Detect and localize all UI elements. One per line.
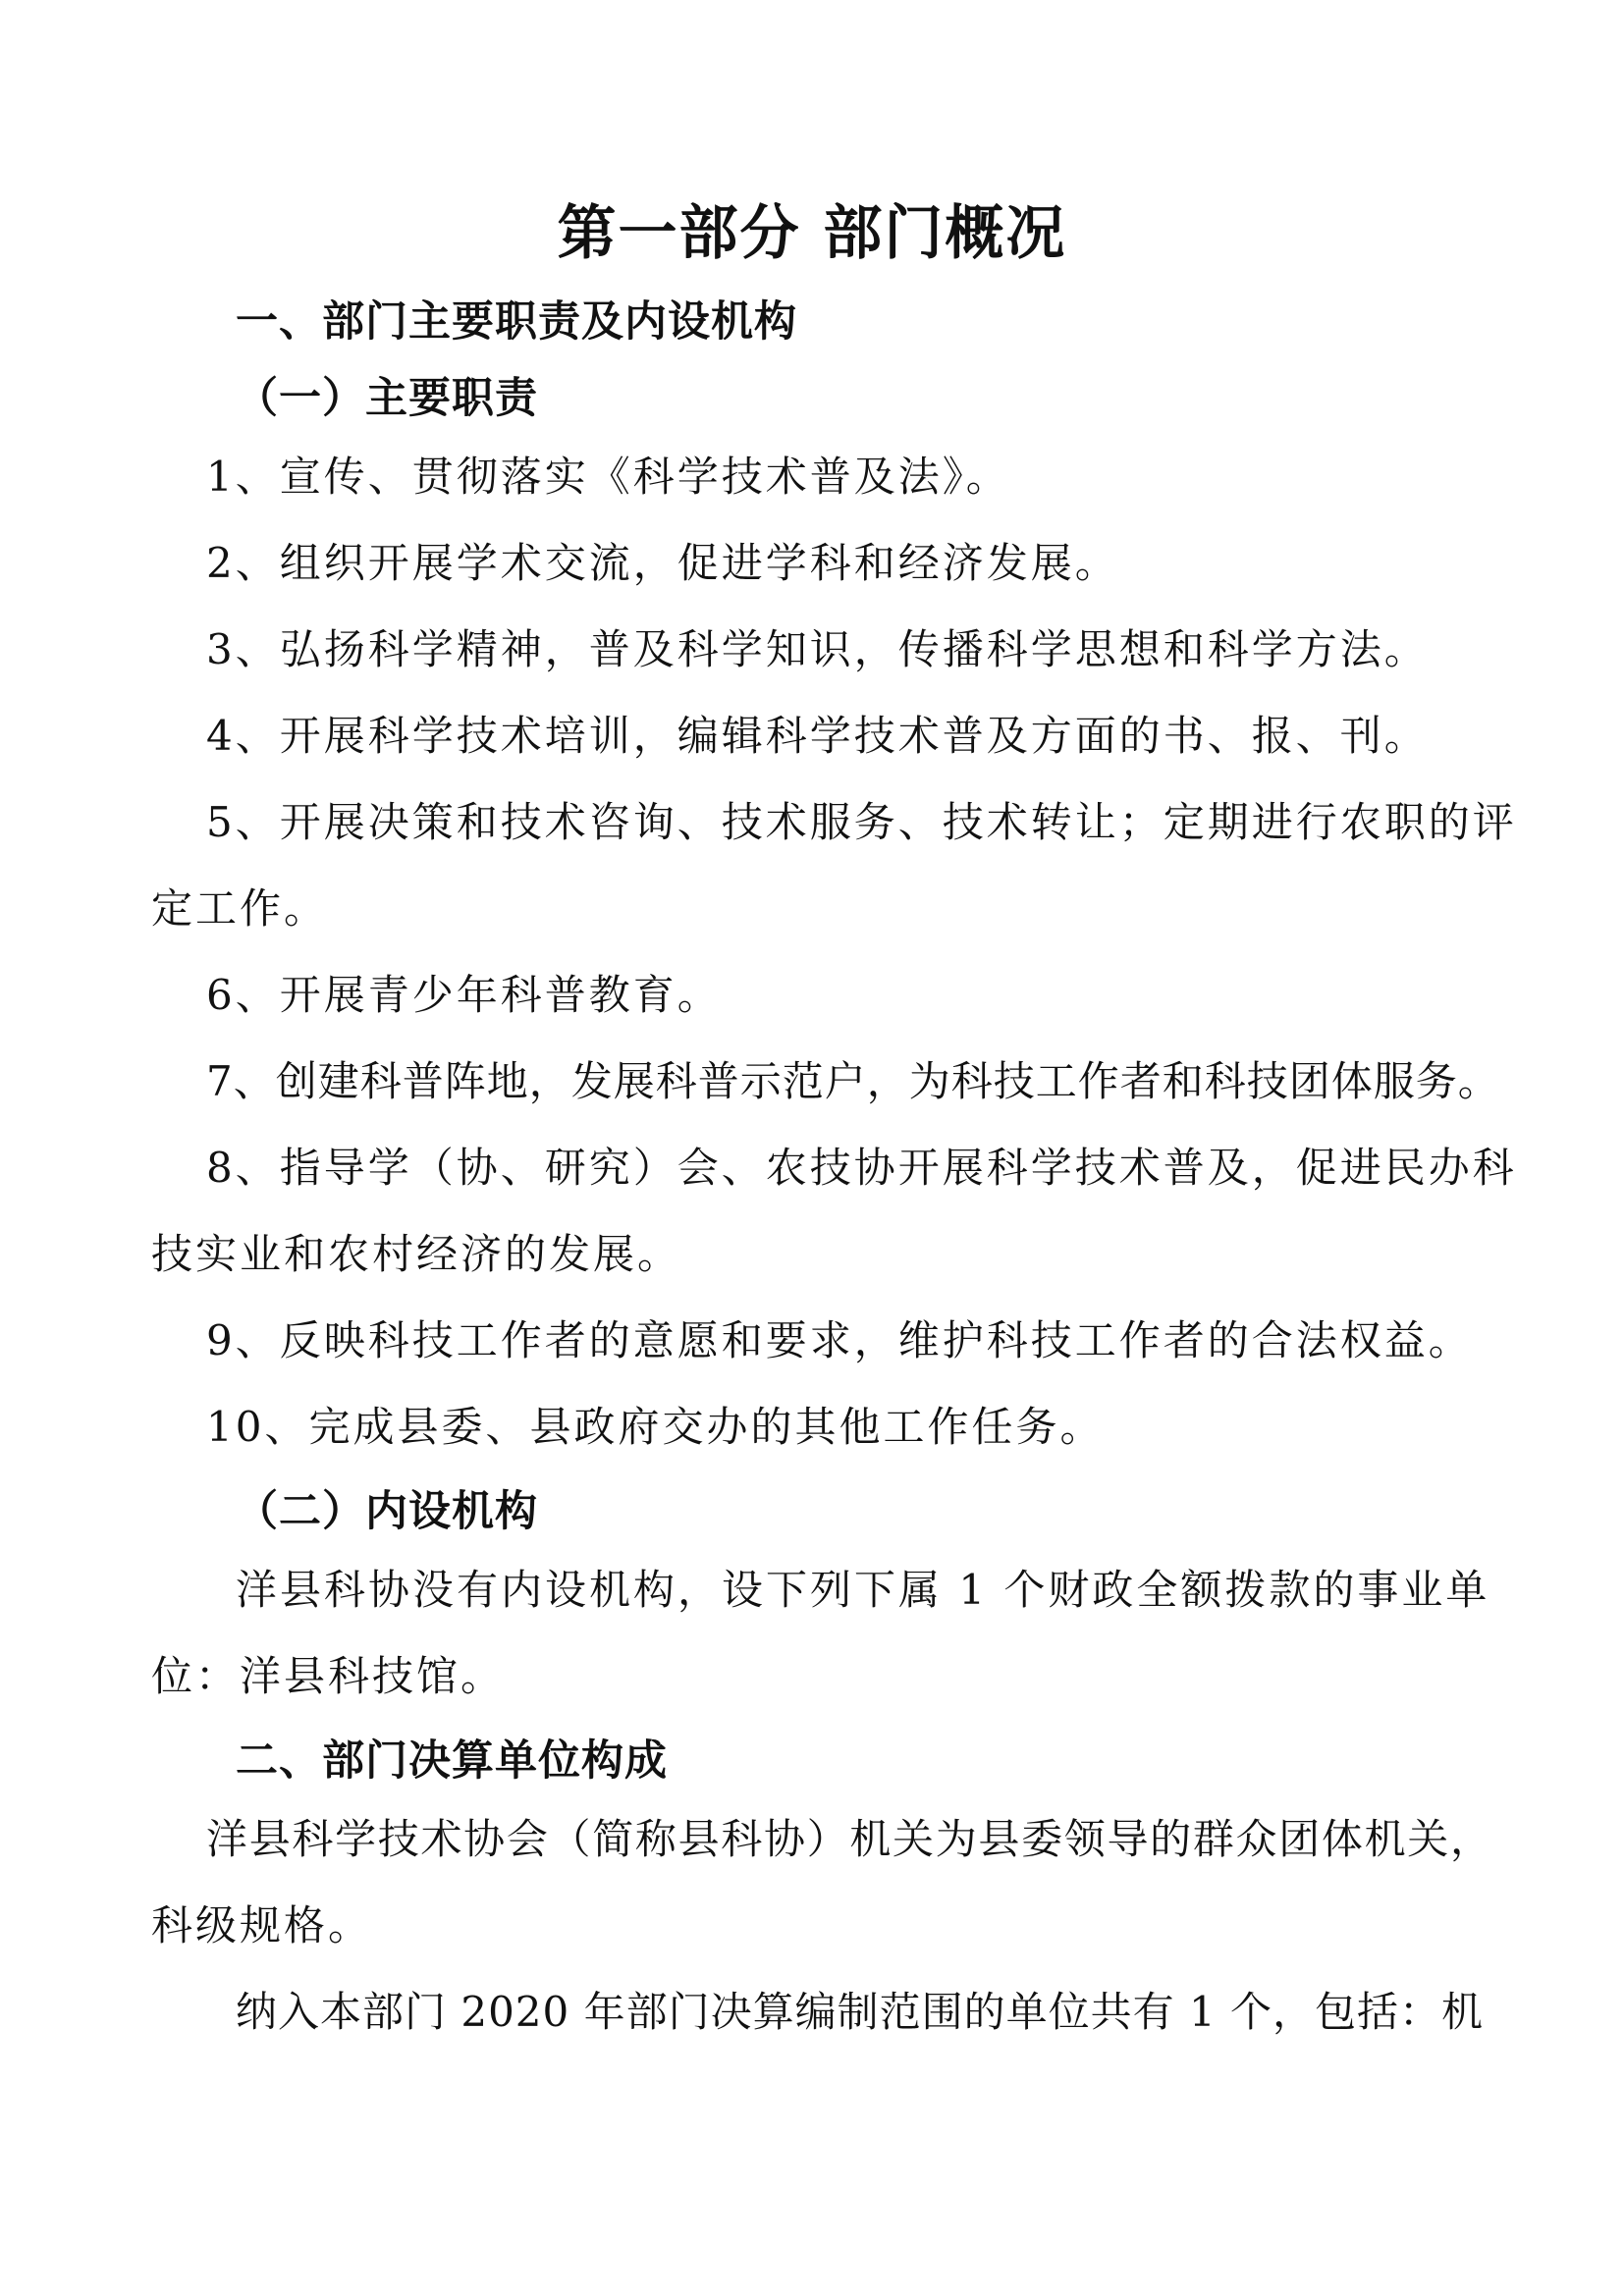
duty-item-4: 4、开展科学技术培训，编辑科学技术普及方面的书、报、刊。 <box>206 712 1429 760</box>
composition-line-2: 科级规格。 <box>151 1901 373 1949</box>
duty-item-6: 6、开展青少年科普教育。 <box>206 971 722 1019</box>
duty-item-2: 2、组织开展学术交流，促进学科和经济发展。 <box>206 539 1119 587</box>
composition-line-3: 纳入本部门 2020 年部门决算编制范围的单位共有 1 个，包括：机 <box>236 1988 1485 2036</box>
duty-item-3: 3、弘扬科学精神，普及科学知识，传播科学思想和科学方法。 <box>206 625 1429 673</box>
duty-item-8-line-1: 8、指导学（协、研究）会、农技协开展科学技术普及，促进民办科 <box>206 1144 1517 1192</box>
duty-item-1: 1、宣传、贯彻落实《科学技术普及法》。 <box>206 453 1010 501</box>
duty-item-10: 10、完成县委、县政府交办的其他工作任务。 <box>206 1403 1105 1451</box>
subsection-heading-structure: （二）内设机构 <box>236 1487 538 1536</box>
structure-line-2: 位：洋县科技馆。 <box>151 1652 506 1700</box>
duty-item-8-line-2: 技实业和农村经济的发展。 <box>151 1230 682 1278</box>
duty-item-5-line-1: 5、开展决策和技术咨询、技术服务、技术转让；定期进行农职的评 <box>206 798 1517 846</box>
duty-item-9: 9、反映科技工作者的意愿和要求，维护科技工作者的合法权益。 <box>206 1316 1473 1364</box>
page-title: 第一部分 部门概况 <box>557 199 1067 268</box>
section-heading-2: 二、部门决算单位构成 <box>236 1736 668 1786</box>
structure-line-1: 洋县科协没有内设机构，设下列下属 1 个财政全额拨款的事业单 <box>236 1566 1490 1614</box>
composition-line-1: 洋县科学技术协会（简称县科协）机关为县委领导的群众团体机关， <box>206 1815 1492 1863</box>
duty-item-7: 7、创建科普阵地，发展科普示范户，为科技工作者和科技团体服务。 <box>206 1057 1500 1105</box>
duty-item-5-line-2: 定工作。 <box>151 884 329 933</box>
subsection-heading-duties: （一）主要职责 <box>236 374 538 423</box>
section-heading-1: 一、部门主要职责及内设机构 <box>236 297 797 347</box>
